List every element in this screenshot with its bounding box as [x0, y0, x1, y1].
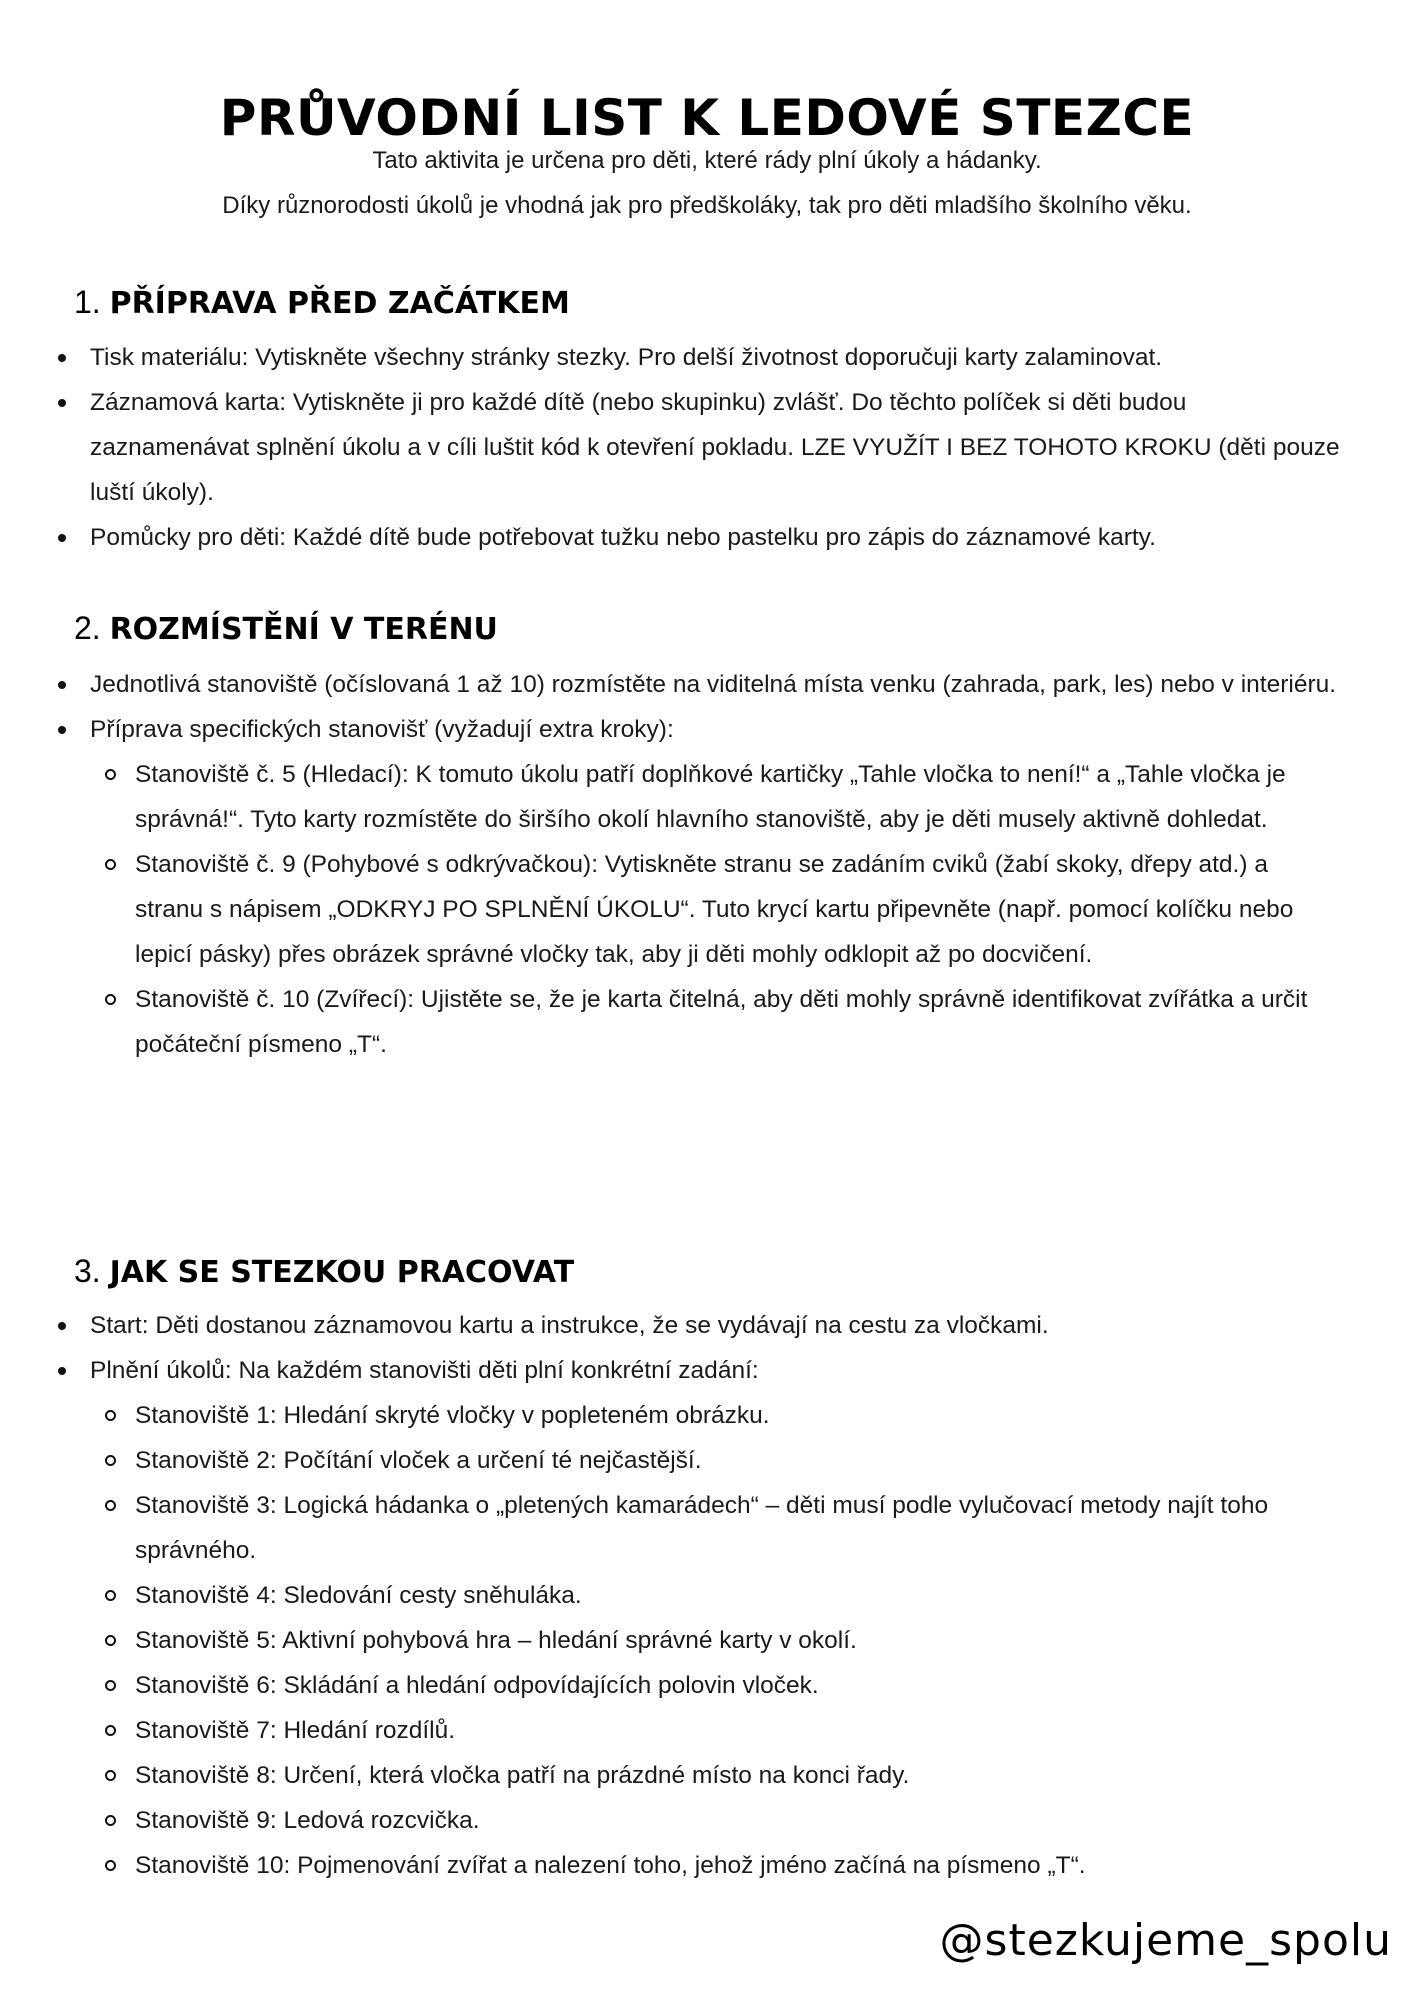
sub-list-item	[0, 977, 1340, 1067]
list-item	[0, 335, 1380, 380]
sub-list-item	[0, 842, 1340, 977]
circle-bullet-icon	[105, 994, 116, 1005]
circle-bullet-icon	[105, 1590, 116, 1601]
sub-list-item	[0, 1708, 1340, 1753]
sub-list-item-text: Stanoviště 2: Počítání vloček a určení té nejčastější.	[135, 1447, 702, 1474]
list-item-text: Příprava specifických stanovišť (vyžadují extra kroky):	[90, 716, 674, 743]
section-number: 2.	[74, 610, 101, 646]
section-heading-2	[74, 610, 498, 647]
section-number: 1.	[74, 284, 101, 320]
sub-list-item	[0, 1798, 1340, 1843]
circle-bullet-icon	[105, 1410, 116, 1421]
section-heading-3	[74, 1253, 574, 1290]
bullet-icon	[58, 1322, 66, 1330]
list-item-text: Jednotlivá stanoviště (očíslovaná 1 až 10) rozmístěte na viditelná místa venku (zahrada, park, les) nebo v interiéru.	[90, 671, 1337, 698]
sub-list-item	[0, 1618, 1340, 1663]
section-3-list	[0, 1303, 1380, 1888]
sub-list	[90, 1393, 1340, 1888]
sub-list-item	[0, 1843, 1340, 1888]
list-item-text: Pomůcky pro děti: Každé dítě bude potřebovat tužku nebo pastelku pro zápis do záznamové karty.	[90, 524, 1156, 551]
section-heading-1	[74, 284, 570, 321]
bullet-icon	[58, 534, 66, 542]
circle-bullet-icon	[105, 859, 116, 870]
sub-list-item	[0, 1753, 1340, 1798]
list-item-text: Start: Děti dostanou záznamovou kartu a instrukce, že se vydávají na cestu za vločkami.	[90, 1312, 1049, 1339]
section-title: JAK SE STEZKOU PRACOVAT	[109, 1255, 575, 1290]
circle-bullet-icon	[105, 1815, 116, 1826]
sub-list-item-text: Stanoviště 10: Pojmenování zvířat a nalezení toho, jehož jméno začíná na písmeno „T“.	[135, 1852, 1086, 1879]
bullet-icon	[58, 681, 66, 689]
sub-list-item-text: Stanoviště č. 10 (Zvířecí): Ujistěte se, že je karta čitelná, aby děti mohly správně identifikovat zvířátka a určit počáteční písmeno „T“.	[135, 986, 1308, 1058]
sub-list-item-text: Stanoviště 4: Sledování cesty sněhuláka.	[135, 1582, 582, 1609]
circle-bullet-icon	[105, 1455, 116, 1466]
sub-list-item-text: Stanoviště 1: Hledání skryté vločky v popleteném obrázku.	[135, 1402, 770, 1429]
list-item	[0, 1348, 1380, 1888]
circle-bullet-icon	[105, 769, 116, 780]
sub-list-item-text: Stanoviště 7: Hledání rozdílů.	[135, 1717, 456, 1744]
bullet-icon	[58, 1367, 66, 1375]
circle-bullet-icon	[105, 1770, 116, 1781]
list-item	[0, 380, 1380, 515]
list-item-text: Záznamová karta: Vytiskněte ji pro každé dítě (nebo skupinku) zvlášť. Do těchto políček si děti budou zaznamenávat splnění úkolu a v cíli luštit kód k otevření pokladu. LZE VYUŽÍT I BEZ TOHOTO KROKU (děti pouze luští úkoly).	[90, 389, 1340, 506]
sub-list-item	[0, 752, 1340, 842]
footer-social-handle: @stezkujeme_spolu	[939, 1915, 1392, 1966]
sub-list-item-text: Stanoviště 5: Aktivní pohybová hra – hledání správné karty v okolí.	[135, 1627, 857, 1654]
sub-list-item	[0, 1393, 1340, 1438]
circle-bullet-icon	[105, 1680, 116, 1691]
list-item	[0, 662, 1380, 707]
circle-bullet-icon	[105, 1860, 116, 1871]
list-item	[0, 707, 1380, 1067]
list-item	[0, 1303, 1380, 1348]
document-title: PRŮVODNÍ LIST K LEDOVÉ STEZCE	[219, 88, 1195, 147]
bullet-icon	[58, 726, 66, 734]
sub-list-item-text: Stanoviště 9: Ledová rozcvička.	[135, 1807, 480, 1834]
sub-list-item-text: Stanoviště 3: Logická hádanka o „pletených kamarádech“ – děti musí podle vylučovací metody najít toho správného.	[135, 1492, 1269, 1564]
sub-list	[90, 752, 1340, 1067]
section-1-list	[0, 335, 1380, 560]
bullet-icon	[58, 399, 66, 407]
list-item-text: Plnění úkolů: Na každém stanovišti děti plní konkrétní zadání:	[90, 1357, 759, 1384]
sub-list-item	[0, 1438, 1340, 1483]
intro-line: Tato aktivita je určena pro děti, které rády plní úkoly a hádanky.	[372, 147, 1042, 174]
section-title: PŘÍPRAVA PŘED ZAČÁTKEM	[109, 286, 570, 321]
intro	[0, 138, 1414, 228]
sub-list-item	[0, 1663, 1340, 1708]
sub-list-item	[0, 1483, 1340, 1573]
intro-line: Díky různorodosti úkolů je vhodná jak pro předškoláky, tak pro děti mladšího školního věku.	[222, 192, 1192, 219]
sub-list-item-text: Stanoviště 6: Skládání a hledání odpovídajících polovin vloček.	[135, 1672, 819, 1699]
sub-list-item	[0, 1573, 1340, 1618]
bullet-icon	[58, 354, 66, 362]
sub-list-item-text: Stanoviště č. 9 (Pohybové s odkrývačkou): Vytiskněte stranu se zadáním cviků (žabí skoky, dřepy atd.) a stranu s nápisem „ODKRYJ PO SPLNĚNÍ ÚKOLU“. Tuto krycí kartu připevněte (např. pomocí kolíčku nebo lepicí pásky) přes obrázek správné vločky tak, aby ji děti mohly odklopit až po docvičení.	[135, 851, 1294, 968]
circle-bullet-icon	[105, 1500, 116, 1511]
list-item-text: Tisk materiálu: Vytiskněte všechny stránky stezky. Pro delší životnost doporučuji karty zalaminovat.	[90, 344, 1163, 371]
sub-list-item-text: Stanoviště 8: Určení, která vločka patří na prázdné místo na konci řady.	[135, 1762, 910, 1789]
circle-bullet-icon	[105, 1635, 116, 1646]
section-number: 3.	[74, 1253, 101, 1289]
circle-bullet-icon	[105, 1725, 116, 1736]
section-title: ROZMÍSTĚNÍ V TERÉNU	[109, 612, 498, 647]
section-2-list	[0, 662, 1380, 1067]
sub-list-item-text: Stanoviště č. 5 (Hledací): K tomuto úkolu patří doplňkové kartičky „Tahle vločka to není!“ a „Tahle vločka je správná!“. Tyto karty rozmístěte do širšího okolí hlavního stanoviště, aby je děti musely aktivně dohledat.	[135, 761, 1286, 833]
list-item	[0, 515, 1380, 560]
